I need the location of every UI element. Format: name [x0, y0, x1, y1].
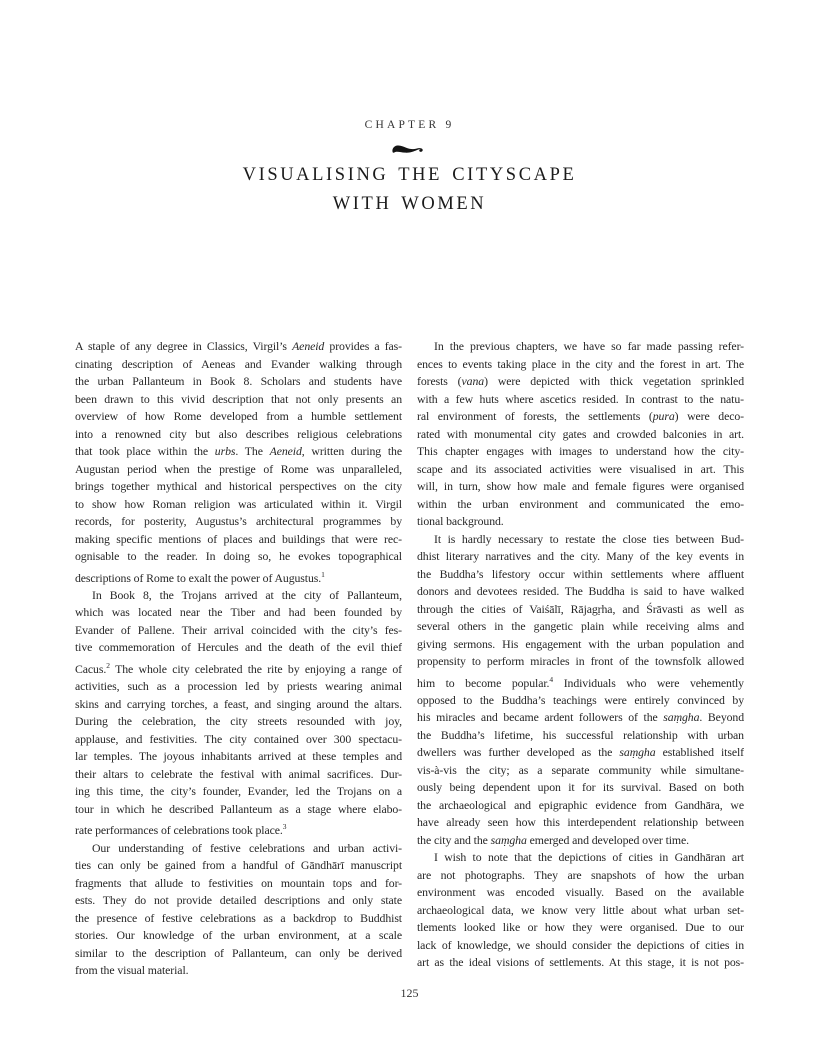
- text-line: cinating description of Aeneas and Evander walking through: [75, 356, 402, 371]
- text-line: making specific mentions of places and buildings that were rec-: [75, 531, 402, 546]
- text-line: within the urban environment and communicated the emo-: [417, 496, 744, 511]
- text-line: In the previous chapters, we have so far made passing refer-: [434, 339, 744, 353]
- text-line: tive commemoration of Hercules and the death of the evil thief: [75, 640, 402, 655]
- text-line: him to become popular.$^4$ Individuals who were vehemently: [417, 674, 744, 690]
- text-line: ences to events taking place in the city and the forest in art. The: [417, 356, 744, 371]
- text-line: environment was encoded visually. Based on the available: [417, 885, 744, 900]
- text-line: are not photographs. They are snapshots of how the urban: [417, 867, 744, 882]
- text-line: similar to the description of Pallanteum, can only be derived: [75, 945, 402, 960]
- right-text-column: [417, 338, 744, 980]
- text-line: have already seen how this interdependent relationship between: [417, 815, 744, 830]
- text-line: propensity to perform miracles in front of the townsfolk allowed: [417, 654, 744, 668]
- text-line: into a renowned city but also describes religious celebrations: [75, 426, 402, 441]
- text-line: descriptions of Rome to exalt the power of Augustus.$^1$: [75, 569, 325, 585]
- fleuron-swash-icon: [390, 140, 430, 157]
- text-line: the Buddha’s lifestory occur within settlements where affluent: [417, 566, 744, 581]
- text-columns: [75, 338, 744, 980]
- text-line: ties can only be gained from a handful of Gāndhārī manuscript: [75, 858, 402, 873]
- text-line: lack of knowledge, we should consider the depictions of cities in: [417, 937, 744, 952]
- text-line: applause, and festivities. The city contained over 300 spectacu-: [75, 731, 402, 746]
- text-line: several others in the gangetic plain while receiving alms and: [417, 619, 744, 633]
- text-line: fragments that allude to festivities on mountain tops and for-: [75, 875, 402, 890]
- text-line: archaeological data, we know very little about what urban set-: [417, 902, 744, 917]
- chapter-heading: [75, 119, 744, 219]
- text-line: activities, such as a procession led by priests wearing animal: [75, 679, 402, 694]
- text-line: scape and its associated activities were visualised in art. This: [417, 461, 744, 476]
- text-line: ously being dependent upon it for its survival. Based on both: [417, 780, 744, 795]
- text-line: the Buddha’s lifetime, his successful relationship with urban: [417, 727, 744, 742]
- text-line: the presence of festive celebrations as a backdrop to Buddhist: [75, 910, 402, 925]
- text-line: ests. They do not provide detailed descriptions and only state: [75, 893, 402, 908]
- text-line: This chapter engages with images to understand how the city-: [417, 444, 744, 458]
- text-line: art as the ideal visions of settlements. At this stage, it is not pos-: [417, 955, 744, 970]
- chapter-title-line-1: VISUALISING THE CITYSCAPE: [242, 165, 577, 185]
- text-line: I wish to note that the depictions of cities in Gandhāran art: [434, 850, 744, 865]
- footnote-marker: 2: [106, 660, 110, 670]
- text-line: will, in turn, show how male and female figures were organised: [417, 479, 744, 493]
- text-line: with a few huts where ascetics resided. In contrast to the natu-: [417, 391, 744, 406]
- text-line: giving sermons. His engagement with the urban population and: [417, 636, 744, 651]
- text-line: During the celebration, the city streets resounded with joy,: [75, 714, 402, 729]
- text-line: from the visual material.: [75, 963, 189, 978]
- text-line: to show how Roman religion was articulated within it. Virgil: [75, 496, 402, 511]
- text-line: Evander of Pallene. Their arrival coincided with the city’s fes-: [75, 622, 402, 637]
- text-line: vis-à-vis the city; as a separate community while simultane-: [417, 762, 744, 777]
- text-line: dhist literary narratives and the city. Many of the key events in: [417, 549, 744, 563]
- chapter-title-line-2: WITH WOMEN: [332, 194, 487, 214]
- text-line: lar temples. The joyous inhabitants arrived at these temples and: [75, 749, 402, 764]
- left-text-column: [75, 338, 402, 980]
- text-line: ing this time, the city’s founder, Evander, led the Trojans on a: [75, 784, 402, 799]
- text-line: stories. Our knowledge of the urban environment, at a scale: [75, 928, 402, 943]
- text-line: ral environment of forests, the settlements (pura) were deco-: [417, 409, 744, 423]
- text-line: the archaeological and epigraphic evidence from Gandhāra, we: [417, 797, 744, 812]
- text-line: donors and devotees resided. The Buddha is said to have walked: [417, 584, 744, 598]
- text-line: through the cities of Vaiśālī, Rājagṛha, and Śrāvasti as well as: [417, 601, 744, 616]
- text-line: opposed to the Buddha’s teachings were entirely convinced by: [417, 692, 744, 707]
- text-line: In Book 8, the Trojans arrived at the city of Pallanteum,: [92, 587, 402, 602]
- page-number-label: 125: [400, 986, 419, 1000]
- text-line: rate performances of celebrations took place.$^3$: [75, 822, 287, 838]
- text-line: forests (vana) were depicted with thick vegetation sprinkled: [417, 374, 744, 388]
- text-line: tional background.: [417, 514, 504, 528]
- text-line: records, for posterity, Augustus’s architectural programmes by: [75, 514, 402, 528]
- chapter-label: CHAPTER 9: [364, 119, 455, 131]
- text-line: A staple of any degree in Classics, Virgil’s Aeneid provides a fas-: [75, 339, 402, 353]
- text-line: tour in which he described Pallanteum as a stage where elabo-: [75, 801, 402, 816]
- text-line: his miracles and became ardent followers of the saṃgha. Beyond: [417, 710, 744, 725]
- text-line: It is hardly necessary to restate the close ties between Bud-: [434, 531, 744, 546]
- text-line: Our understanding of festive celebrations and urban activi-: [92, 840, 402, 855]
- chapter-title: [75, 161, 744, 219]
- text-line: the city and the saṃgha emerged and developed over time.: [417, 832, 689, 847]
- text-line: brings together mythical and historical perspectives on the city: [75, 479, 402, 493]
- text-line: Augustan period when the prestige of Rome was unparalleled,: [75, 461, 402, 476]
- footnote-marker: 4: [549, 674, 554, 684]
- text-line: overview of how Rome developed from a humble settlement: [75, 409, 402, 423]
- text-line: been drawn to this vivid description that not only presents an: [75, 391, 402, 406]
- text-line: Cacus.$^2$ The whole city celebrated the rite by enjoying a range of: [75, 660, 402, 676]
- text-line: dwellers was further developed as the saṃgha established itself: [417, 745, 744, 760]
- footnote-marker: 3: [282, 822, 287, 832]
- text-line: their altars to celebrate the festival with animal sacrifices. Dur-: [75, 766, 402, 781]
- text-line: the urban Pallanteum in Book 8. Scholars and students have: [75, 374, 402, 388]
- text-line: tlements looked like or how they were organised. Due to our: [417, 920, 744, 935]
- text-line: skins and carrying torches, a feast, and singing around the altars.: [75, 696, 402, 711]
- text-line: rated with monumental city gates and crowded balconies in art.: [417, 426, 744, 441]
- footnote-marker: 1: [321, 569, 325, 579]
- text-line: which was located near the Tiber and had been founded by: [75, 605, 402, 620]
- text-line: that took place within the urbs. The Aeneid, written during the: [75, 444, 402, 458]
- text-line: ognisable to the reader. In doing so, he evokes topographical: [75, 549, 402, 563]
